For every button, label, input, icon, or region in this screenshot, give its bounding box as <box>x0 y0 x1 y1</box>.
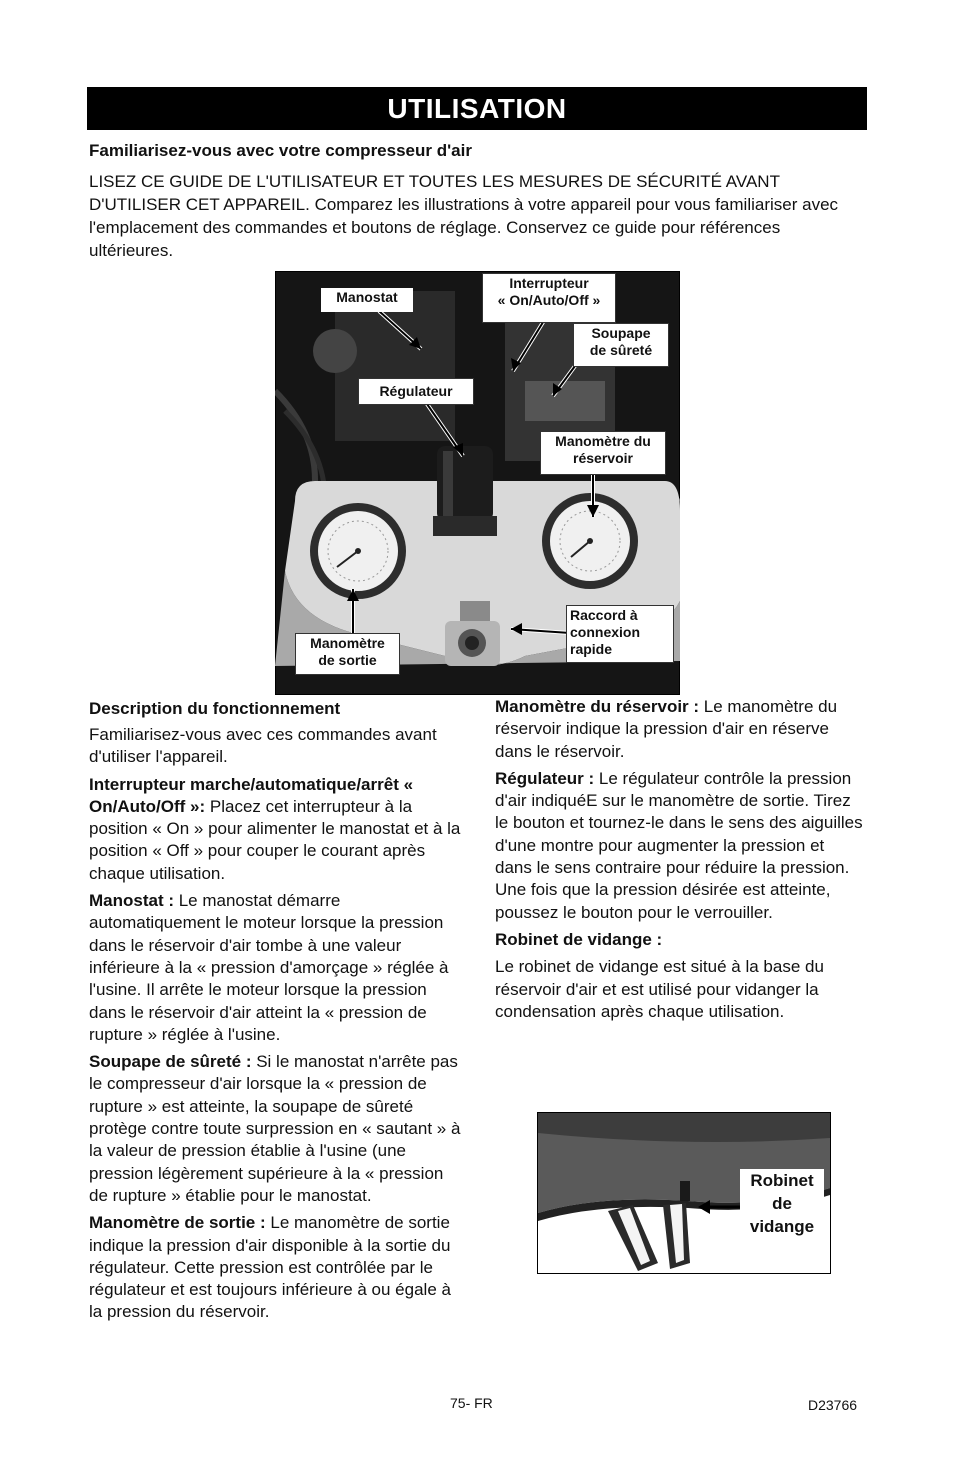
item-manometre-sortie: Manomètre de sortie : Le manomètre de sortie indique la pression d'air disponible à la sortie du régulateur. Cette pression est contrôlée par le régulateur et est toujours inférieure à ou égale à la pression du réservoir. <box>89 1213 451 1322</box>
label-manometre-du-reservoir: Manomètre du réservoir <box>540 431 666 475</box>
item-robinet-text: Le robinet de vidange est situé à la base du réservoir d'air et est utilisé pour vidanger la condensation après chaque utilisation. <box>495 957 824 1021</box>
drain-valve-photo <box>537 1112 831 1274</box>
intro-paragraph: LISEZ CE GUIDE DE L'UTILISATEUR ET TOUTES LES MESURES DE SÉCURITÉ AVANT D'UTILISER CET APPAREIL. Comparez les illustrations à votre appareil pour vous familiariser avec l'emplacement des commandes et boutons de réglage. Conservez ce guide pour références ultérieures. <box>89 172 839 260</box>
label-manostat: Manostat <box>321 288 413 312</box>
section-heading-familiarize: Familiarisez-vous avec votre compresseur d'air <box>89 141 472 160</box>
item-soupape: Soupape de sûreté : Si le manostat n'arrête pas le compresseur d'air lorsque la « pression de rupture » est atteinte, la soupape de sûreté protège contre toute surpression en « sautant » à la valeur de pression établie à l'usine (une pression légèrement supérieure à la « pression de rupture » établie pour le manostat. <box>89 1052 461 1205</box>
section-heading-description: Description du fonctionnement <box>89 699 341 718</box>
item-interrupteur: Interrupteur marche/automatique/arrêt « On/Auto/Off »: Placez cet interrupteur à la position « On » pour alimenter le manostat et à la position « Off » pour couper le courant après chaque utilisation. <box>89 774 461 883</box>
page-banner-title: UTILISATION <box>87 87 867 130</box>
left-column <box>89 724 463 1329</box>
label-raccord-connexion-rapide: Raccord à connexion rapide <box>566 605 674 663</box>
item-regulateur: Régulateur : Le régulateur contrôle la pression d'air indiquéE sur le manomètre de sortie. Tirez le bouton et tournez-le dans le sens des aiguilles d'une montre pour augmenter la pression et dans le sens contraire pour réduire la pression. Une fois que la pression désirée est atteinte, poussez le bouton pour le verrouiller. <box>495 768 863 922</box>
label-manometre-de-sortie: Manomètre de sortie <box>295 633 400 675</box>
description-intro: Familiarisez-vous avec ces commandes avant d'utiliser l'appareil. <box>89 725 437 767</box>
right-column <box>495 696 865 1028</box>
label-regulateur: Régulateur <box>358 378 474 405</box>
label-interrupteur: Interrupteur « On/Auto/Off » <box>482 273 616 323</box>
item-manostat: Manostat : Le manostat démarre automatiquement le moteur lorsque la pression dans le réservoir d'air tombe à une valeur inférieure à la « pression d'amorçage » réglée à l'usine. Il arrête le moteur lorsque la pression dans le réservoir d'air atteint la « pression de rupture » réglée à l'usine. <box>89 891 449 1044</box>
page-number: 75- FR <box>450 1395 493 1411</box>
item-manometre-reservoir: Manomètre du réservoir : Le manomètre du réservoir indique la pression d'air en réserve dans le réservoir. <box>495 697 838 761</box>
item-robinet-heading: Robinet de vidange : <box>495 929 663 949</box>
label-robinet-de-vidange: Robinet de vidange <box>740 1169 824 1238</box>
compressor-controls-photo <box>275 271 680 695</box>
document-code: D23766 <box>808 1397 858 1413</box>
label-soupape-de-surete: Soupape de sûreté <box>573 323 669 367</box>
